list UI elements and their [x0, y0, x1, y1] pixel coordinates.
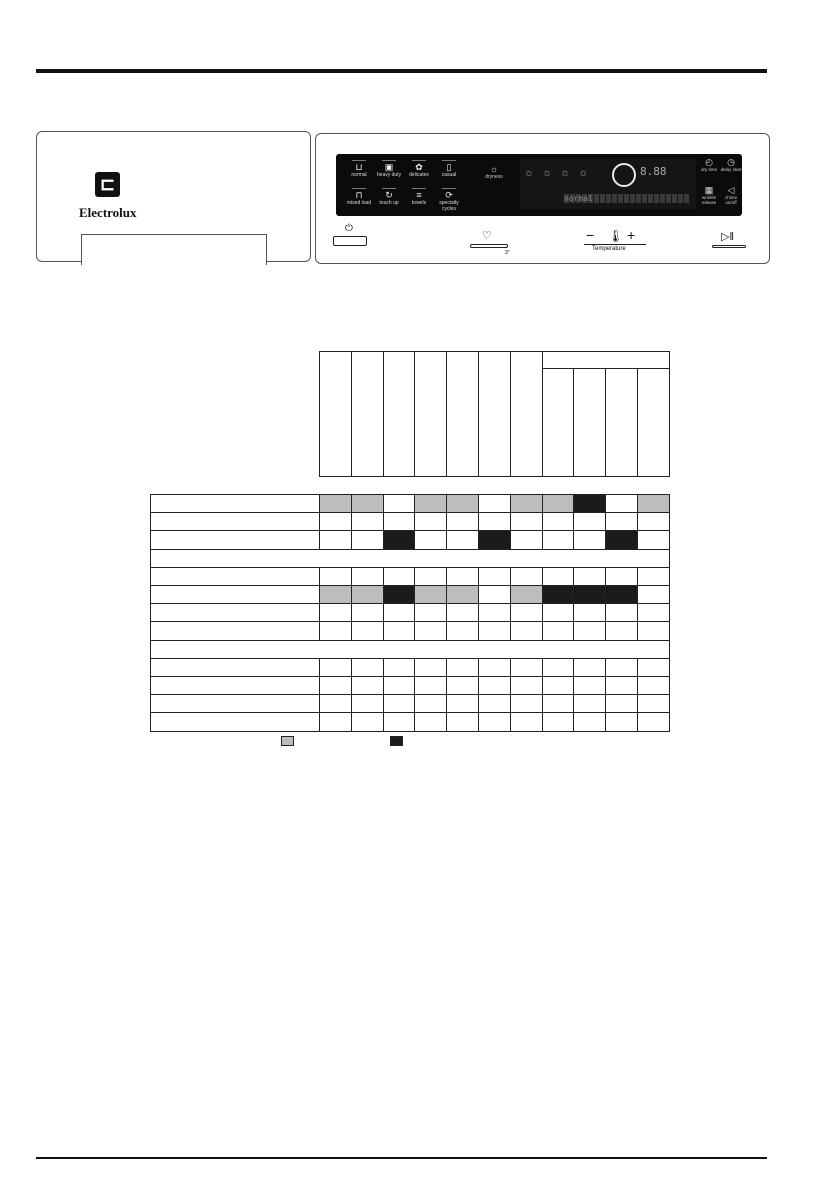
row-label-cell [150, 530, 320, 549]
table-cell [414, 676, 447, 695]
column-group-header [542, 351, 670, 369]
table-cell [542, 621, 575, 640]
column-header [605, 368, 638, 477]
table-cell [351, 585, 384, 604]
column-header [478, 351, 511, 477]
table-cell [637, 676, 670, 695]
favorite-button[interactable] [470, 244, 508, 248]
row-label-cell [150, 603, 320, 622]
chime-button[interactable]: ◁ chime on/off [720, 186, 742, 206]
row-label-cell [150, 494, 320, 513]
header-rule [36, 69, 767, 73]
table-cell [351, 530, 384, 549]
table-cell [319, 494, 352, 513]
table-cell [383, 658, 416, 677]
table-cell [605, 530, 638, 549]
table-cell [542, 585, 575, 604]
column-header [637, 368, 670, 477]
table-cell [510, 585, 543, 604]
table-cell [573, 567, 606, 586]
table-cell [446, 512, 479, 531]
table-cell [637, 603, 670, 622]
wrinkle-release-button[interactable]: ▦ wrinkle release [698, 186, 720, 206]
table-cell [637, 694, 670, 713]
table-cell [319, 585, 352, 604]
table-cell [383, 567, 416, 586]
table-cell [573, 676, 606, 695]
table-cell [542, 676, 575, 695]
table-cell [542, 494, 575, 513]
start-pause-icon: ▷‖ [721, 231, 735, 243]
program-normal[interactable]: ⊔ normal [344, 160, 374, 184]
table-cell [478, 603, 511, 622]
mixed-load-icon: ⊓ [355, 190, 363, 200]
table-cell [414, 530, 447, 549]
table-cell [637, 621, 670, 640]
table-cell [319, 621, 352, 640]
dry-time-button[interactable]: ◴ dry time [698, 158, 720, 173]
row-label-cell [150, 658, 320, 677]
table-cell [542, 567, 575, 586]
table-cell [605, 494, 638, 513]
wrinkle-release-icon: ▦ [704, 185, 714, 195]
control-panel-illustration [36, 131, 770, 265]
cycle-ring-icon [612, 163, 636, 187]
table-cell [319, 603, 352, 622]
table-cell [478, 585, 511, 604]
tshirt-icon: ▯ [446, 162, 452, 172]
shirt-icon: ⊔ [355, 162, 363, 172]
table-cell [446, 585, 479, 604]
table-cell [510, 658, 543, 677]
footer-rule [36, 1157, 767, 1159]
delay-start-icon: ◷ [727, 157, 735, 167]
table-cell [351, 567, 384, 586]
program-heavy-duty[interactable]: ▣ heavy duty [374, 160, 404, 184]
table-cell [573, 603, 606, 622]
table-cell [478, 567, 511, 586]
program-touch-up[interactable]: ↻ touch up [374, 188, 404, 212]
column-header [351, 351, 384, 477]
table-cell [478, 621, 511, 640]
program-delicates[interactable]: ✿ delicates [404, 160, 434, 184]
chime-icon: ◁ [727, 185, 735, 195]
temperature-increase-button[interactable]: + [627, 227, 636, 243]
table-cell [383, 676, 416, 695]
table-cell [383, 585, 416, 604]
table-cell [510, 603, 543, 622]
table-cell [478, 658, 511, 677]
table-cell [383, 712, 416, 731]
table-cell [351, 694, 384, 713]
temperature-label: Temperature [592, 246, 626, 252]
table-cell [510, 621, 543, 640]
program-specialty-cycles[interactable]: ⟳ specialty cycles [434, 188, 464, 212]
table-cell [478, 694, 511, 713]
door-panel [36, 131, 311, 262]
touch-up-icon: ↻ [385, 190, 393, 200]
row-label-cell [150, 585, 320, 604]
dryness-button[interactable]: ☼ dryness [480, 164, 508, 180]
table-cell [510, 530, 543, 549]
table-cell [414, 494, 447, 513]
column-header [383, 351, 416, 477]
table-cell [542, 694, 575, 713]
row-label-cell [150, 512, 320, 531]
power-button[interactable] [333, 236, 367, 246]
row-label-cell [150, 621, 320, 640]
table-cell [510, 494, 543, 513]
brand-name: Electrolux [79, 205, 137, 220]
table-cell [383, 530, 416, 549]
table-cell [351, 512, 384, 531]
table-cell [637, 530, 670, 549]
sun-icon: ☼ [489, 164, 499, 174]
table-cell [605, 712, 638, 731]
temperature-decrease-button[interactable]: − [586, 227, 595, 243]
table-cell [605, 676, 638, 695]
table-cell [446, 603, 479, 622]
table-cell [319, 694, 352, 713]
option-availability-table [150, 349, 670, 769]
program-casual[interactable]: ▯ casual [434, 160, 464, 184]
table-cell [351, 603, 384, 622]
table-cell [573, 585, 606, 604]
table-cell [319, 658, 352, 677]
table-cell [383, 603, 416, 622]
table-cell [605, 567, 638, 586]
table-cell [446, 530, 479, 549]
table-cell [319, 567, 352, 586]
table-cell [510, 512, 543, 531]
table-cell [573, 621, 606, 640]
display-program-name: normal [564, 194, 690, 203]
table-cell [414, 567, 447, 586]
table-cell [573, 530, 606, 549]
table-cell [383, 694, 416, 713]
table-cell [605, 585, 638, 604]
display-time: 8.88 [640, 165, 667, 178]
favorite-hold-hint: 3" [505, 250, 510, 256]
table-cell [351, 712, 384, 731]
table-cell [542, 512, 575, 531]
table-cell [351, 494, 384, 513]
table-cell [414, 694, 447, 713]
row-label-cell [150, 567, 320, 586]
power-icon: ⏻ [345, 223, 353, 234]
table-cell [414, 512, 447, 531]
towels-icon: ≡ [416, 190, 422, 200]
delay-start-button[interactable]: ◷ delay start [720, 157, 742, 172]
table-cell [319, 512, 352, 531]
table-cell [414, 621, 447, 640]
thermometer-icon: 🌡 [608, 229, 624, 243]
row-label-cell [150, 676, 320, 695]
table-cell [605, 694, 638, 713]
column-header [542, 368, 575, 477]
column-header [414, 351, 447, 477]
table-cell [637, 658, 670, 677]
table-cell [383, 512, 416, 531]
table-cell [573, 494, 606, 513]
table-cell [573, 712, 606, 731]
table-cell [542, 530, 575, 549]
row-label-cell [150, 712, 320, 731]
table-cell [414, 603, 447, 622]
table-cell [637, 712, 670, 731]
program-mixed-load[interactable]: ⊓ mixed load [344, 188, 374, 212]
table-cell [637, 494, 670, 513]
table-cell [351, 658, 384, 677]
table-cell [414, 585, 447, 604]
table-cell [510, 676, 543, 695]
table-cell [414, 658, 447, 677]
table-cell [414, 712, 447, 731]
door-handle-recess [81, 234, 267, 265]
heavy-duty-icon: ▣ [384, 162, 394, 172]
table-cell [478, 494, 511, 513]
table-cell [542, 603, 575, 622]
table-cell [446, 621, 479, 640]
column-header [446, 351, 479, 477]
table-cell [319, 712, 352, 731]
start-pause-button[interactable] [712, 245, 746, 248]
table-cell [573, 658, 606, 677]
program-towels[interactable]: ≡ towels [404, 188, 434, 212]
column-header [573, 368, 606, 477]
table-cell [446, 567, 479, 586]
table-cell [319, 676, 352, 695]
table-cell [510, 694, 543, 713]
table-cell [637, 567, 670, 586]
column-header [510, 351, 543, 477]
table-cell [637, 512, 670, 531]
table-cell [446, 694, 479, 713]
table-cell [637, 585, 670, 604]
table-cell [351, 676, 384, 695]
temperature-bar [584, 244, 646, 245]
heart-icon: ♡ [482, 230, 492, 242]
table-cell [319, 530, 352, 549]
table-cell [573, 512, 606, 531]
dry-time-icon: ◴ [705, 157, 713, 167]
table-cell [446, 676, 479, 695]
electrolux-logo-icon: ⊏ [95, 172, 120, 197]
table-cell [478, 676, 511, 695]
section-divider-row [150, 640, 670, 659]
table-cell [605, 512, 638, 531]
table-cell [510, 712, 543, 731]
table-cell [510, 567, 543, 586]
table-cell [446, 494, 479, 513]
section-divider-row [150, 549, 670, 568]
specialty-icon: ⟳ [445, 190, 453, 200]
table-cell [605, 603, 638, 622]
table-cell [605, 658, 638, 677]
table-cell [478, 512, 511, 531]
table-cell [383, 621, 416, 640]
table-cell [383, 494, 416, 513]
legend-swatch [390, 736, 403, 746]
table-cell [605, 621, 638, 640]
console [315, 133, 770, 264]
dryness-level-icons: ☼☼☼☼ [524, 167, 597, 179]
table-cell [573, 694, 606, 713]
column-header [319, 351, 352, 477]
control-screen [336, 154, 742, 216]
table-cell [446, 712, 479, 731]
table-cell [446, 658, 479, 677]
flower-icon: ✿ [415, 162, 423, 172]
table-cell [542, 658, 575, 677]
table-cell [478, 712, 511, 731]
table-cell [351, 621, 384, 640]
table-cell [478, 530, 511, 549]
lcd-display [520, 159, 696, 209]
row-label-cell [150, 694, 320, 713]
table-cell [542, 712, 575, 731]
legend-swatch [281, 736, 294, 746]
